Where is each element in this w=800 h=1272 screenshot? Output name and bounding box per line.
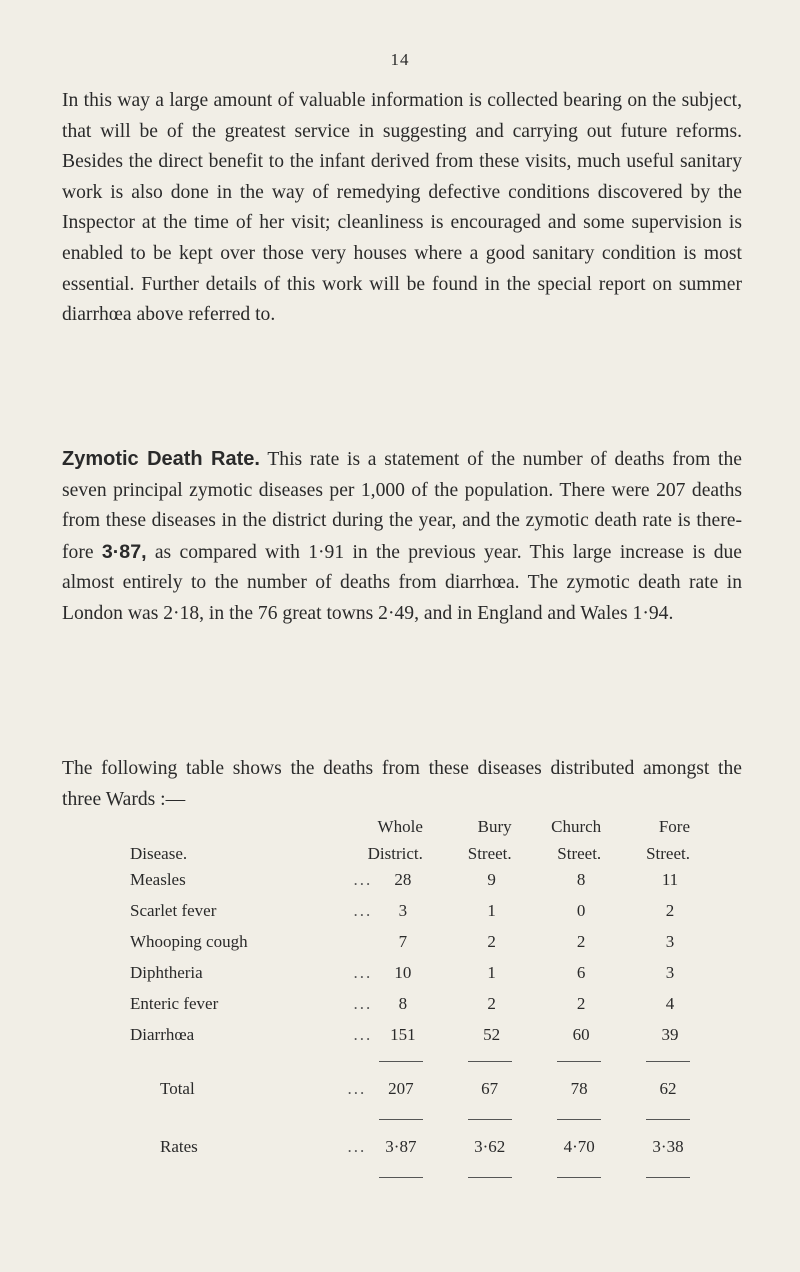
total-value: 62 [659,1079,677,1098]
disease-name: Enteric fever [130,993,219,1013]
disease-name: Scarlet fever [130,900,217,920]
total-value: 78 [570,1079,588,1098]
cell-value: 3 [665,962,675,982]
cell-value: 10 [394,962,412,982]
intro-paragraph: In this way a large amount of valuable information is collected bearing on the subject, that will be of the greatest service in suggesting and carrying out future reforms. Besides the direct benefit to the infant derived from these visits, much useful sanitary work is also done in the way of remedying defective conditions discovered by the Inspector at the time of her visit; cleanliness is encouraged and some supervision is enabled to be kept over those very houses where a good sanitary condition is most essential. Further details of this work will be found in the special report on summer diarrhœa above referred to. [62,90,742,326]
table-row [130,1019,690,1050]
rule-line [468,1119,512,1120]
header-whole-district: District. [367,844,423,863]
cell-value: 52 [483,1024,501,1044]
cell-value: 8 [576,869,586,889]
leader-dots: ... [347,1137,367,1156]
cell-value: 2 [487,993,496,1013]
cell-value: 39 [661,1024,679,1044]
page-number: 14 [390,50,410,69]
leader-dots: ... [347,1079,367,1098]
cell-value: 2 [576,931,586,951]
table-intro-paragraph: The following table shows the deaths from these diseases distributed amongst the three Wards :— [62,758,742,810]
rule-line [468,1061,512,1062]
zymotic-rate-value: 3·87, [101,540,147,563]
section-text-after-rate: as compared with 1·91 in the previous year. This large increase is due almost entirely to the number of deaths from diarrhœa. The zymotic death rate in London was 2·18, in the 76 great towns 2·49, and in England and Wales 1·94. [62,541,742,624]
leader-dots: ... [353,869,373,889]
leader-dots: ... [353,1024,373,1044]
cell-value: 11 [661,869,679,889]
leader-dots: ... [353,900,373,920]
rule-line [379,1177,423,1178]
rate-value: 3·38 [652,1137,684,1156]
section-text-before-rate: This rate is a statement of the number of deaths from the seven principal zymotic diseases per 1,000 of the population. There were 207 deaths from these diseases in the district during the year, and the zymotic death rate is there- fore [62,449,742,563]
cell-value: 0 [576,900,586,920]
rule-line [557,1119,601,1120]
header-disease-line1 [130,810,329,837]
total-row [130,1070,690,1108]
rates-label: Rates [160,1137,198,1156]
cell-value: 2 [487,931,496,951]
cell-value: 28 [394,869,412,889]
cell-value: 151 [390,1024,416,1044]
rule-line [468,1177,512,1178]
header-fore-street-line1: Fore [658,817,690,836]
rule-line [646,1177,690,1178]
rule-line [646,1119,690,1120]
cell-value: 8 [398,993,408,1013]
rule-line [379,1119,423,1120]
header-bury-street-line1: Bury [477,817,512,836]
table-header-row-1 [130,810,690,837]
table-header-row-2 [130,837,690,864]
disease-name: Diarrhœa [130,1024,195,1044]
rule-row [130,1166,690,1186]
rates-row [130,1128,690,1166]
rule-row [130,1108,690,1128]
cell-value: 3 [398,900,408,920]
disease-name: Diphtheria [130,962,203,982]
rule-line [379,1061,423,1062]
rate-value: 4·70 [563,1137,595,1156]
cell-value: 2 [576,993,586,1013]
total-label: Total [160,1079,195,1098]
cell-value: 4 [665,993,675,1013]
rule-line [557,1177,601,1178]
table-row [130,957,690,988]
zymotic-section-paragraph [62,444,742,630]
header-church-street: Street. [557,844,602,863]
total-value: 67 [481,1079,499,1098]
leader-dots: ... [353,962,373,982]
cell-value: 7 [398,931,408,951]
disease-name: Measles [130,869,186,889]
cell-value: 3 [665,931,675,951]
cell-value: 9 [487,869,496,889]
header-fore-street: Street. [646,844,690,863]
header-church-street-line1: Church [551,817,602,836]
cell-value: 1 [487,900,496,920]
total-value: 207 [388,1079,414,1098]
cell-value: 6 [576,962,586,982]
cell-value: 2 [665,900,675,920]
header-whole-district-line1: Whole [377,817,423,836]
rule-line [557,1061,601,1062]
deaths-by-ward-table [130,810,690,1186]
rate-value: 3·62 [474,1137,506,1156]
table-row [130,926,690,957]
section-heading: Zymotic Death Rate. [62,448,260,470]
table-row [130,988,690,1019]
cell-value: 1 [487,962,496,982]
table-row [130,895,690,926]
rate-value: 3·87 [385,1137,417,1156]
table-row [130,864,690,895]
cell-value: 60 [572,1024,590,1044]
rule-row [130,1050,690,1070]
rule-line [646,1061,690,1062]
disease-name: Whooping cough [130,931,248,951]
leader-dots: ... [353,993,373,1013]
header-bury-street: Street. [467,844,512,863]
header-disease: Disease. [130,844,188,863]
